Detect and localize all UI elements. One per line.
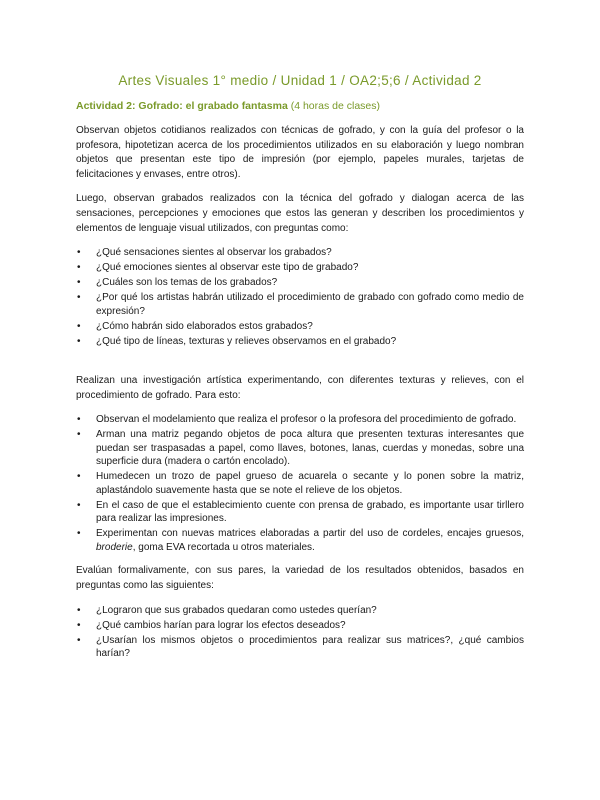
evaluation-questions-list [76, 604, 524, 661]
activity-subtitle-bold: Actividad 2: Gofrado: el grabado fantasma [76, 100, 288, 112]
list-item: • ¿Cuáles son los temas de los grabados? [76, 276, 524, 290]
list-item: • ¿Por qué los artistas habrán utilizado el procedimiento de grabado con gofrado como medio de expresión? [76, 291, 524, 318]
paragraph-investigation: Realizan una investigación artística experimentando, con diferentes texturas y relieves, con el procedimiento de gofrado. Para esto: [76, 375, 524, 401]
list-item: • ¿Lograron que sus grabados quedaran como ustedes querían? [76, 604, 524, 618]
list-item: • ¿Qué cambios harían para lograr los efectos deseados? [76, 619, 524, 633]
questions-list [76, 246, 524, 348]
activity-subtitle [76, 99, 524, 113]
paragraph-evaluation: Evalúan formalivamente, con sus pares, la variedad de los resultados obtenidos, basados en preguntas como las siguientes: [76, 565, 524, 591]
list-item: • ¿Qué tipo de líneas, texturas y relieves observamos en el grabado? [76, 335, 524, 349]
list-item: • En el caso de que el establecimiento cuente con prensa de grabado, es importante usar tirllero para realizar las impresiones. [76, 499, 524, 526]
section-spacer [76, 358, 524, 374]
list-item-text: , goma EVA recortada u otros materiales. [132, 541, 315, 553]
list-item: • ¿Cómo habrán sido elaborados estos grabados? [76, 320, 524, 334]
list-item: • Arman una matriz pegando objetos de poca altura que presenten texturas interesantes que puedan ser traspasadas a papel, como llaves, botones, lanas, cuerdas y monedas, sobre una superficie dura (madera o cartón encolado). [76, 428, 524, 469]
paragraph-intro: Observan objetos cotidianos realizados con técnicas de gofrado, y con la guía del profesor o la profesora, hipotetizan acerca de los procedimientos utilizados en su elaboración y luego nombran objetos que presentan este tipo de impresión (por ejemplo, papeles murales, tarjetas de felicitaciones y envases, entre otros). [76, 125, 524, 180]
list-item: • Humedecen un trozo de papel grueso de acuarela o secante y lo ponen sobre la matriz, aplastándolo suavemente hasta que se note el relieve de los objetos. [76, 470, 524, 497]
document-content [76, 99, 524, 671]
activity-subtitle-duration: (4 horas de clases) [287, 100, 381, 112]
list-item: • ¿Qué sensaciones sientes al observar los grabados? [76, 246, 524, 260]
list-item-text: Experimentan con nuevas matrices elaboradas a partir del uso de cordeles, encajes gruesos, [96, 528, 524, 540]
list-item: • ¿Qué emociones sientes al observar este tipo de grabado? [76, 261, 524, 275]
page-header-title: Artes Visuales 1° medio / Unidad 1 / OA2;5;6 / Actividad 2 [118, 73, 482, 88]
list-item: • Observan el modelamiento que realiza el profesor o la profesora del procedimiento de gofrado. [76, 413, 524, 427]
procedure-list [76, 413, 524, 554]
list-item-italic-text: broderie [96, 541, 133, 553]
list-item: • ¿Usarían los mismos objetos o procedimientos para realizar sus matrices?, ¿qué cambios harían? [76, 634, 524, 661]
list-item [76, 527, 524, 554]
paragraph-observation: Luego, observan grabados realizados con la técnica del gofrado y dialogan acerca de las sensaciones, percepciones y emociones que estos las generan y describen los procedimientos y elementos de lenguaje visual utilizados, con preguntas como: [76, 193, 524, 234]
